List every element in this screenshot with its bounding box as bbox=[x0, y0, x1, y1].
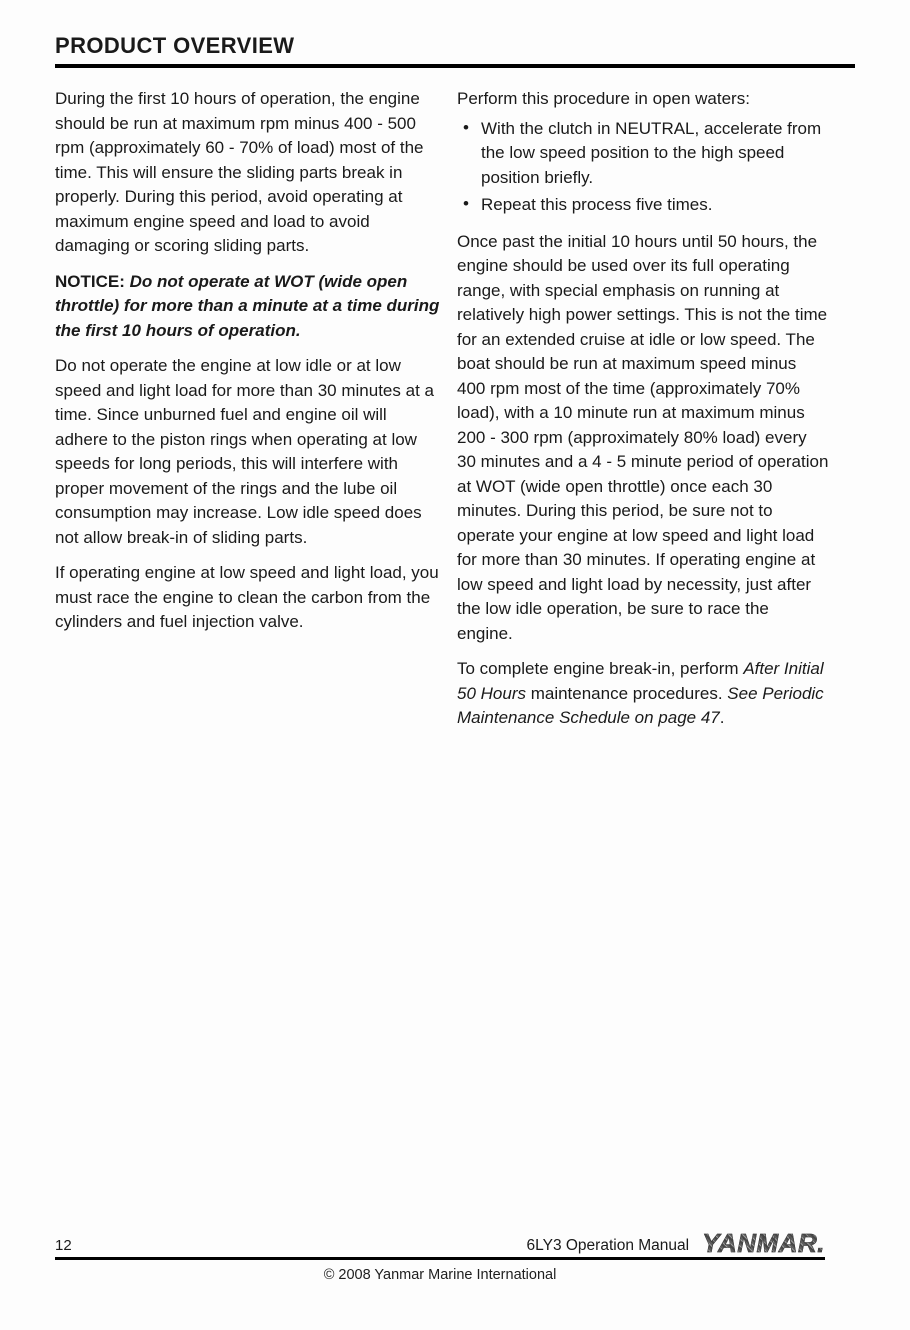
paragraph-maintenance bbox=[457, 657, 829, 731]
notice-text: Do not operate at WOT (wide open throttle) for more than a minute at a time during the first 10 hours of operation. bbox=[55, 271, 440, 340]
page-header bbox=[55, 34, 855, 68]
maintenance-text: To complete engine break-in, perform bbox=[457, 659, 744, 679]
bullet-text: With the clutch in NEUTRAL, accelerate from the low speed position to the high speed position briefly. bbox=[481, 118, 822, 187]
notice-block bbox=[55, 270, 441, 344]
paragraph-break-in: During the first 10 hours of operation, the engine should be run at maximum rpm minus 400 - 500 rpm (approximately 60 - 70% of load) most of the time. This will ensure the sliding parts break in properly. During this period, avoid operating at maximum engine speed and load to avoid damaging or scoring sliding parts. bbox=[55, 89, 424, 256]
maintenance-ref-after-50: After Initial 50 Hours bbox=[457, 659, 824, 703]
bullet-icon: • bbox=[463, 117, 469, 137]
yanmar-logo: YANMAR. bbox=[702, 1228, 825, 1258]
bullet-item bbox=[457, 117, 829, 191]
left-column bbox=[55, 87, 441, 742]
bullet-item bbox=[457, 193, 829, 218]
page-footer bbox=[55, 1228, 825, 1284]
page-number: 12 bbox=[55, 1236, 72, 1254]
manual-title: 6LY3 Operation Manual bbox=[526, 1236, 690, 1254]
bullet-icon: • bbox=[463, 194, 469, 214]
body-columns bbox=[55, 87, 855, 742]
paragraph-50-hours: Once past the initial 10 hours until 50 hours, the engine should be used over its full operating range, with special emphasis on running at relatively high power settings. This is not the time for an extended cruise at idle or low speed. The boat should be run at maximum speed minus 400 rpm most of the time (approximately 70% load), with a 10 minute run at maximum minus 200 - 300 rpm (approximately 80% load) every 30 minutes and a 4 - 5 minute period of operation at WOT (wide open throttle) once each 30 minutes. During this period, be sure not to operate your engine at low speed and light load for more than 30 minutes. If operating engine at low speed and light load by necessity, just after the low idle operation, be sure to race the engine. bbox=[457, 231, 829, 643]
page-title: PRODUCT OVERVIEW bbox=[55, 33, 295, 58]
right-column bbox=[457, 87, 829, 742]
copyright-line: © 2008 Yanmar Marine International bbox=[323, 1267, 557, 1284]
footer-rule-row bbox=[55, 1228, 825, 1260]
bullet-list bbox=[457, 117, 829, 218]
maintenance-text: . bbox=[719, 708, 725, 728]
paragraph-race-engine: If operating engine at low speed and light load, you must race the engine to clean the carbon from the cylinders and fuel injection valve. bbox=[55, 563, 439, 632]
bullet-text: Repeat this process five times. bbox=[481, 195, 713, 215]
notice-label: NOTICE: bbox=[55, 271, 130, 291]
paragraph-procedure-intro: Perform this procedure in open waters: bbox=[457, 89, 750, 109]
maintenance-text: maintenance procedures. bbox=[525, 683, 728, 703]
maintenance-ref-schedule: See Periodic Maintenance Schedule on page 47 bbox=[457, 683, 824, 728]
paragraph-low-idle: Do not operate the engine at low idle or at low speed and light load for more than 30 minutes at a time. Since unburned fuel and engine oil will adhere to the piston rings when operating at low speeds for long periods, this will interfere with proper movement of the rings and the lube oil consumption may increase. Low idle speed does not allow break-in of sliding parts. bbox=[55, 356, 434, 547]
footer-right bbox=[526, 1228, 825, 1258]
